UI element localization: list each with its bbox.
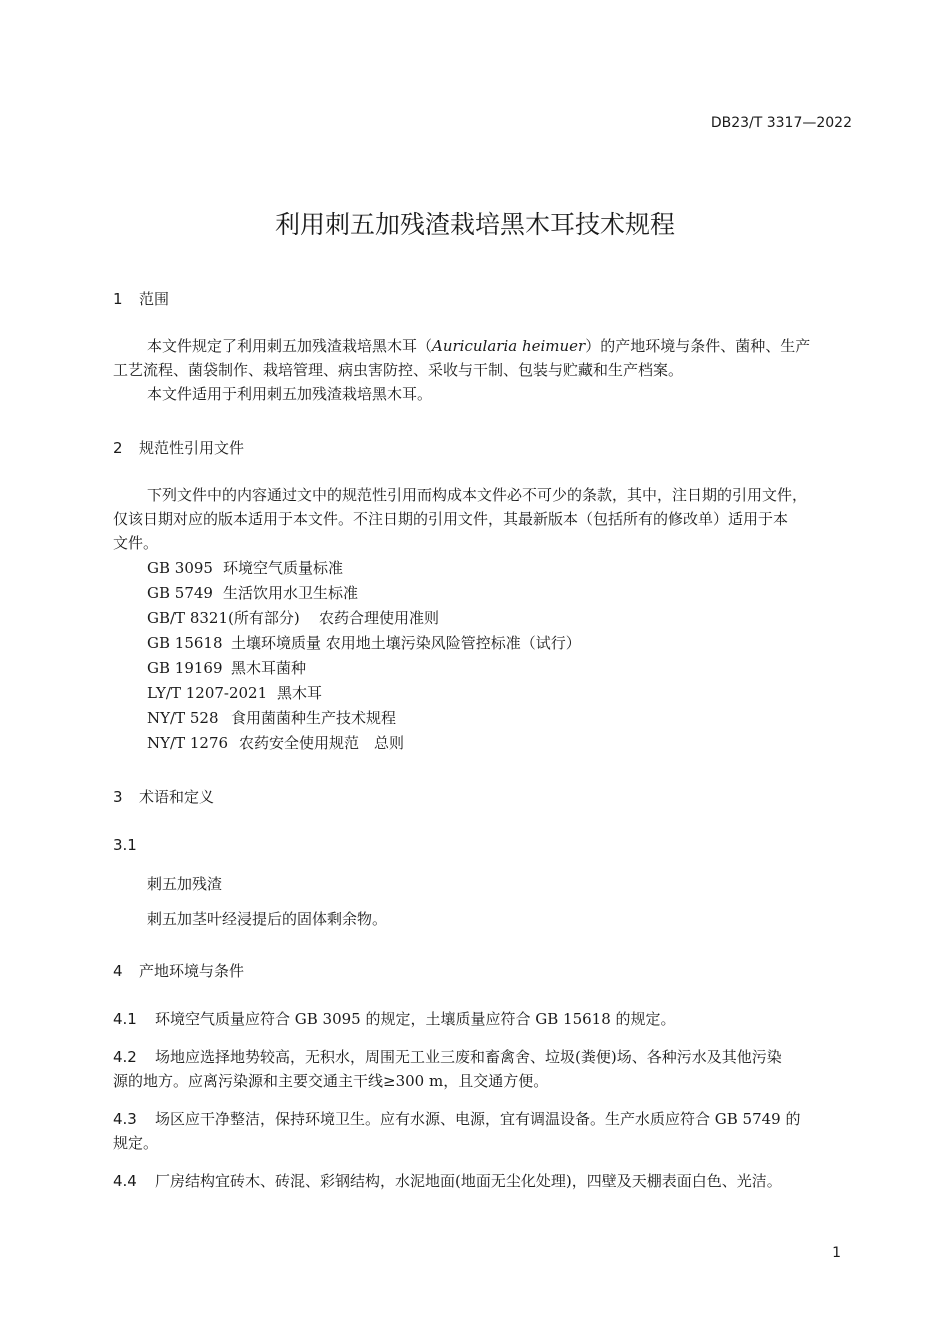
section-3-heading	[113, 786, 214, 807]
reference-code: GB 19169	[147, 659, 223, 677]
reference-code: GB 15618	[147, 634, 223, 652]
reference-item	[147, 557, 343, 578]
page-title: 利用刺五加残渣栽培黑木耳技术规程	[274, 210, 675, 239]
clause-text: 场地应选择地势较高，无积水，周围无工业三废和畜禽舍、垃圾(粪便)场、各种污水及其他污染	[155, 1048, 782, 1066]
clause-number: 4.4	[113, 1172, 137, 1190]
reference-item	[147, 607, 439, 628]
references-intro-line-3: 文件。	[113, 534, 159, 552]
reference-name: 黑木耳	[277, 684, 323, 702]
clause-4-3	[113, 1107, 801, 1131]
reference-code: NY/T 1276	[147, 734, 229, 752]
clause-number: 4.1	[113, 1010, 137, 1028]
clause-4-2-line-2: 源的地方。应离污染源和主要交通主干线≥300 m，且交通方便。	[113, 1072, 549, 1090]
reference-item	[147, 632, 581, 653]
reference-name: 农药合理使用准则	[319, 609, 440, 627]
section-1-heading	[113, 288, 169, 309]
reference-name: 生活饮用水卫生标准	[223, 584, 359, 602]
latin-name: Auricularia heimuer	[432, 337, 586, 355]
reference-item	[147, 682, 322, 703]
clause-4-2	[113, 1045, 782, 1069]
reference-name: 环境空气质量标准	[223, 559, 344, 577]
reference-name: 土壤环境质量 农用地土壤污染风险管控标准（试行）	[231, 634, 581, 652]
section-title: 范围	[139, 290, 170, 308]
reference-item	[147, 582, 358, 603]
section-number: 3	[113, 788, 123, 806]
clause-number: 4.3	[113, 1110, 137, 1128]
reference-name: 黑木耳菌种	[231, 659, 307, 677]
section-number: 1	[113, 290, 123, 308]
term-number: 3.1	[113, 836, 137, 854]
clause-text: 场区应干净整洁，保持环境卫生。应有水源、电源，宜有调温设备。生产水质应符合 GB 5749 的	[155, 1110, 801, 1128]
scope-paragraph-line-1	[147, 334, 810, 358]
reference-name: 农药安全使用规范 总则	[239, 734, 405, 752]
reference-code: LY/T 1207-2021	[147, 684, 268, 702]
clause-4-3-line-2: 规定。	[113, 1134, 159, 1152]
reference-code: GB/T 8321(所有部分)	[147, 609, 300, 627]
document-code: DB23/T 3317—2022	[710, 115, 852, 131]
section-title: 术语和定义	[139, 788, 215, 806]
reference-name: 食用菌菌种生产技术规程	[231, 709, 397, 727]
clause-text: 厂房结构宜砖木、砖混、彩钢结构，水泥地面(地面无尘化处理)，四壁及天棚表面白色、光洁。	[155, 1172, 782, 1190]
section-title: 产地环境与条件	[139, 962, 245, 980]
reference-item	[147, 707, 396, 728]
section-title: 规范性引用文件	[139, 439, 245, 457]
clause-number: 4.2	[113, 1048, 137, 1066]
section-4-heading	[113, 960, 244, 981]
page-number: 1	[832, 1245, 841, 1261]
reference-item	[147, 657, 306, 678]
scope-applicability: 本文件适用于利用刺五加残渣栽培黑木耳。	[147, 385, 433, 403]
reference-item	[147, 732, 404, 753]
term-name: 刺五加残渣	[147, 875, 223, 893]
references-intro-line-1: 下列文件中的内容通过文中的规范性引用而构成本文件必不可少的条款，其中，注日期的引用文件，	[147, 486, 808, 504]
term-definition: 刺五加茎叶经浸提后的固体剩余物。	[147, 910, 388, 928]
section-2-heading	[113, 437, 244, 458]
scope-text: 本文件规定了利用刺五加残渣栽培黑木耳（	[147, 337, 433, 355]
clause-4-4	[113, 1169, 782, 1193]
clause-text: 环境空气质量应符合 GB 3095 的规定，土壤质量应符合 GB 15618 的规定。	[155, 1010, 676, 1028]
scope-text: ）的产地环境与条件、菌种、生产	[585, 337, 811, 355]
section-number: 2	[113, 439, 123, 457]
scope-paragraph-line-2: 工艺流程、菌袋制作、栽培管理、病虫害防控、采收与干制、包装与贮藏和生产档案。	[113, 361, 684, 379]
reference-code: NY/T 528	[147, 709, 219, 727]
clause-4-1	[113, 1007, 676, 1031]
section-number: 4	[113, 962, 123, 980]
reference-code: GB 5749	[147, 584, 213, 602]
reference-code: GB 3095	[147, 559, 213, 577]
references-intro-line-2: 仅该日期对应的版本适用于本文件。不注日期的引用文件，其最新版本（包括所有的修改单）适用于本	[113, 510, 789, 528]
